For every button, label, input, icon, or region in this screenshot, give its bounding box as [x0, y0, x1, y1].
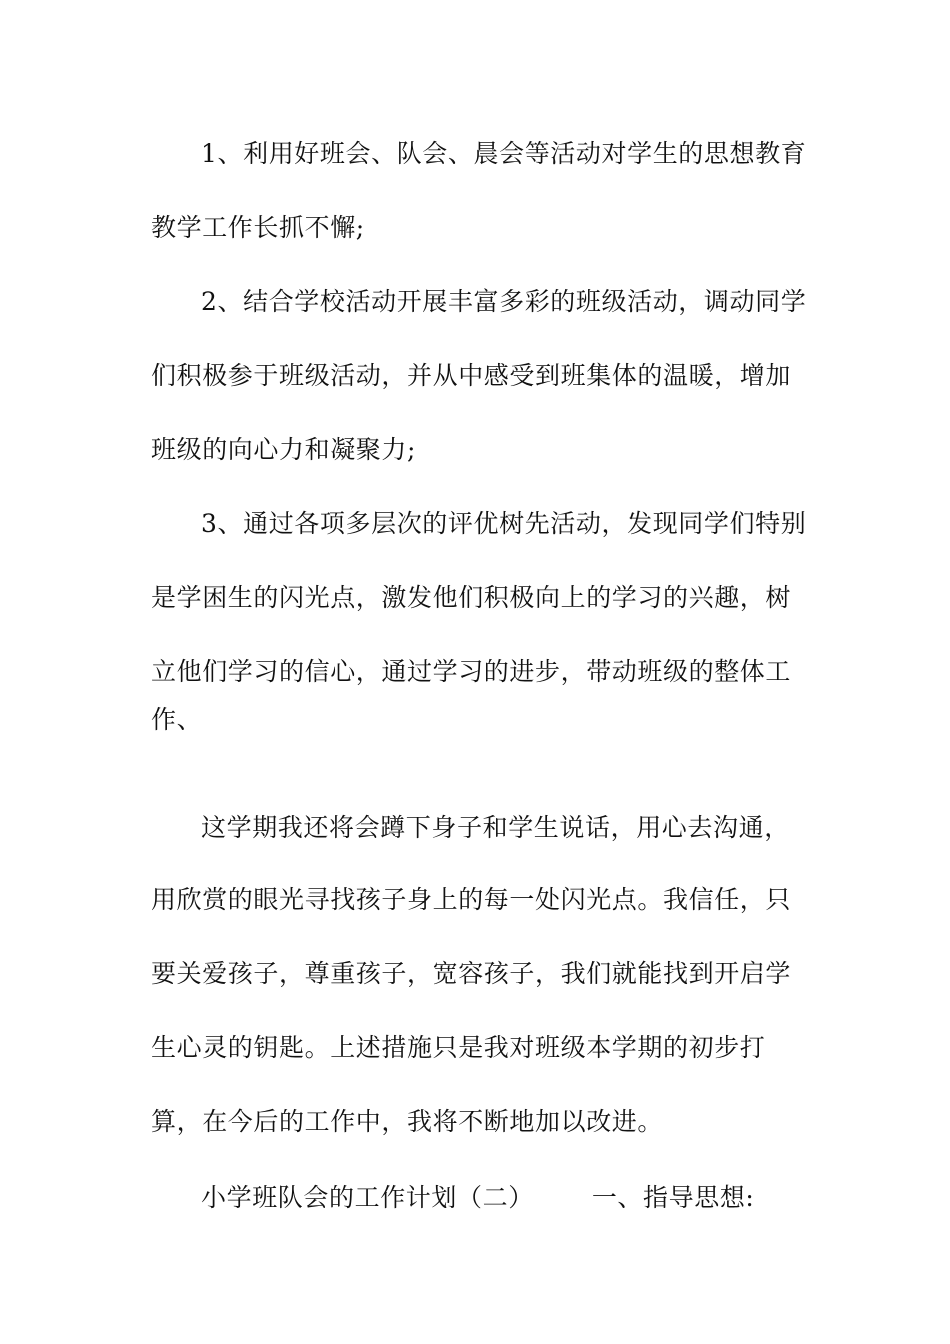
paragraph-2-line-2: 们积极参于班级活动，并从中感受到班集体的温暖，增加	[151, 361, 792, 390]
paragraph-4-line-4: 生心灵的钥匙。上述措施只是我对班级本学期的初步打	[151, 1033, 766, 1062]
paragraph-3-line-1: 3、通过各项多层次的评优树先活动，发现同学们特别	[201, 509, 807, 538]
paragraph-3-line-4: 作、	[151, 705, 203, 734]
paragraph-2-line-1: 2、结合学校活动开展丰富多彩的班级活动，调动同学	[201, 287, 807, 316]
paragraph-4-line-2: 用欣赏的眼光寻找孩子身上的每一处闪光点。我信任，只	[151, 885, 792, 914]
paragraph-2-line-3: 班级的向心力和凝聚力;	[151, 435, 417, 464]
paragraph-4-line-3: 要关爱孩子，尊重孩子，宽容孩子，我们就能找到开启学	[151, 959, 792, 988]
paragraph-4-line-5: 算，在今后的工作中，我将不断地加以改进。	[151, 1107, 664, 1136]
paragraph-1-line-2: 教学工作长抓不懈;	[151, 213, 365, 242]
paragraph-3-line-2: 是学困生的闪光点，激发他们积极向上的学习的兴趣，树	[151, 583, 792, 612]
paragraph-1-line-1: 1、利用好班会、队会、晨会等活动对学生的思想教育	[201, 139, 807, 168]
plan-title-line	[201, 1183, 754, 1213]
paragraph-3-line-3: 立他们学习的信心，通过学习的进步，带动班级的整体工	[151, 657, 792, 686]
plan-title: 小学班队会的工作计划（二）	[201, 1183, 534, 1212]
paragraph-4-line-1: 这学期我还将会蹲下身子和学生说话，用心去沟通，	[201, 813, 790, 842]
guiding-thought-heading: 一、指导思想:	[591, 1183, 755, 1212]
